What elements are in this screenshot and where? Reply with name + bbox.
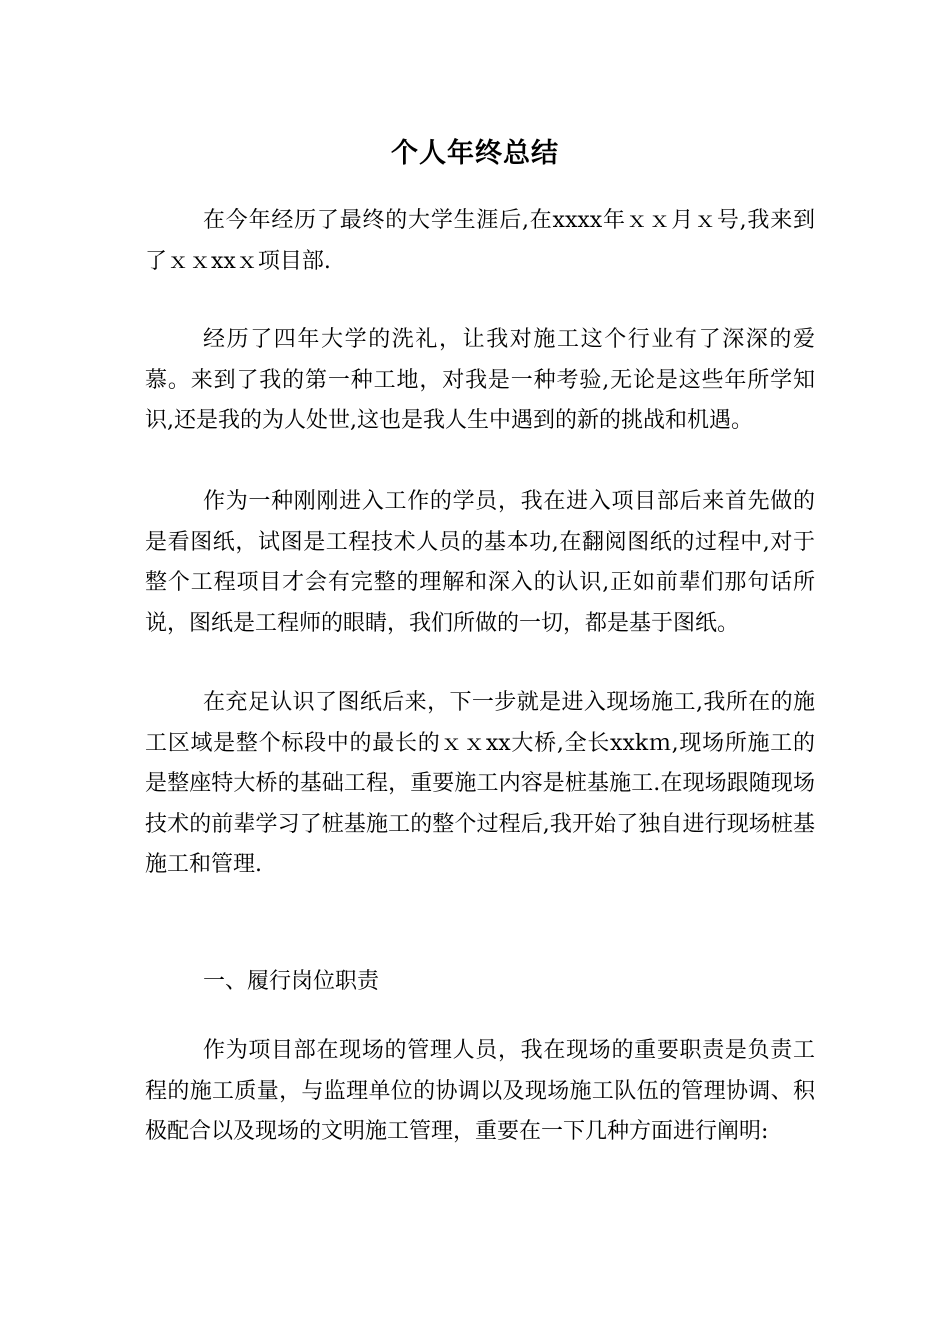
paragraph-drawings: 作为一种刚刚进入工作的学员，我在进入项目部后来首先做的是看图纸，试图是工程技术人员的基本功,在翻阅图纸的过程中,对于整个工程项目才会有完整的理解和深入的认识,正如前辈们那句话所说，图纸是工程师的眼睛，我们所做的一切，都是基于图纸。 <box>145 489 815 636</box>
section-heading-duties: 一、履行岗位职责 <box>203 969 380 994</box>
paragraph-responsibilities: 作为项目部在现场的管理人员，我在现场的重要职责是负责工程的施工质量，与监理单位的协调以及现场施工队伍的管理协调、积极配合以及现场的文明施工管理，重要在一下几种方面进行阐明: <box>145 1038 815 1144</box>
paragraph-university: 经历了四年大学的洗礼，让我对施工这个行业有了深深的爱慕。来到了我的第一种工地，对我是一种考验,无论是这些年所学知识,还是我的为人处世,这也是我人生中遇到的新的挑战和机遇。 <box>145 327 815 433</box>
document-title: 个人年终总结 <box>391 138 559 169</box>
paragraph-intro: 在今年经历了最终的大学生涯后,在xxxx年ｘｘ月ｘ号,我来到了ｘｘxxｘ项目部. <box>145 208 815 274</box>
paragraph-site-construction: 在充足认识了图纸后来，下一步就是进入现场施工,我所在的施工区域是整个标段中的最长的ｘｘxx大桥,全长xxkｍ,现场所施工的是整座特大桥的基础工程，重要施工内容是桩基施工.在现场跟随现场技术的前辈学习了桩基施工的整个过程后,我开始了独自进行现场桩基施工和管理. <box>145 690 815 877</box>
